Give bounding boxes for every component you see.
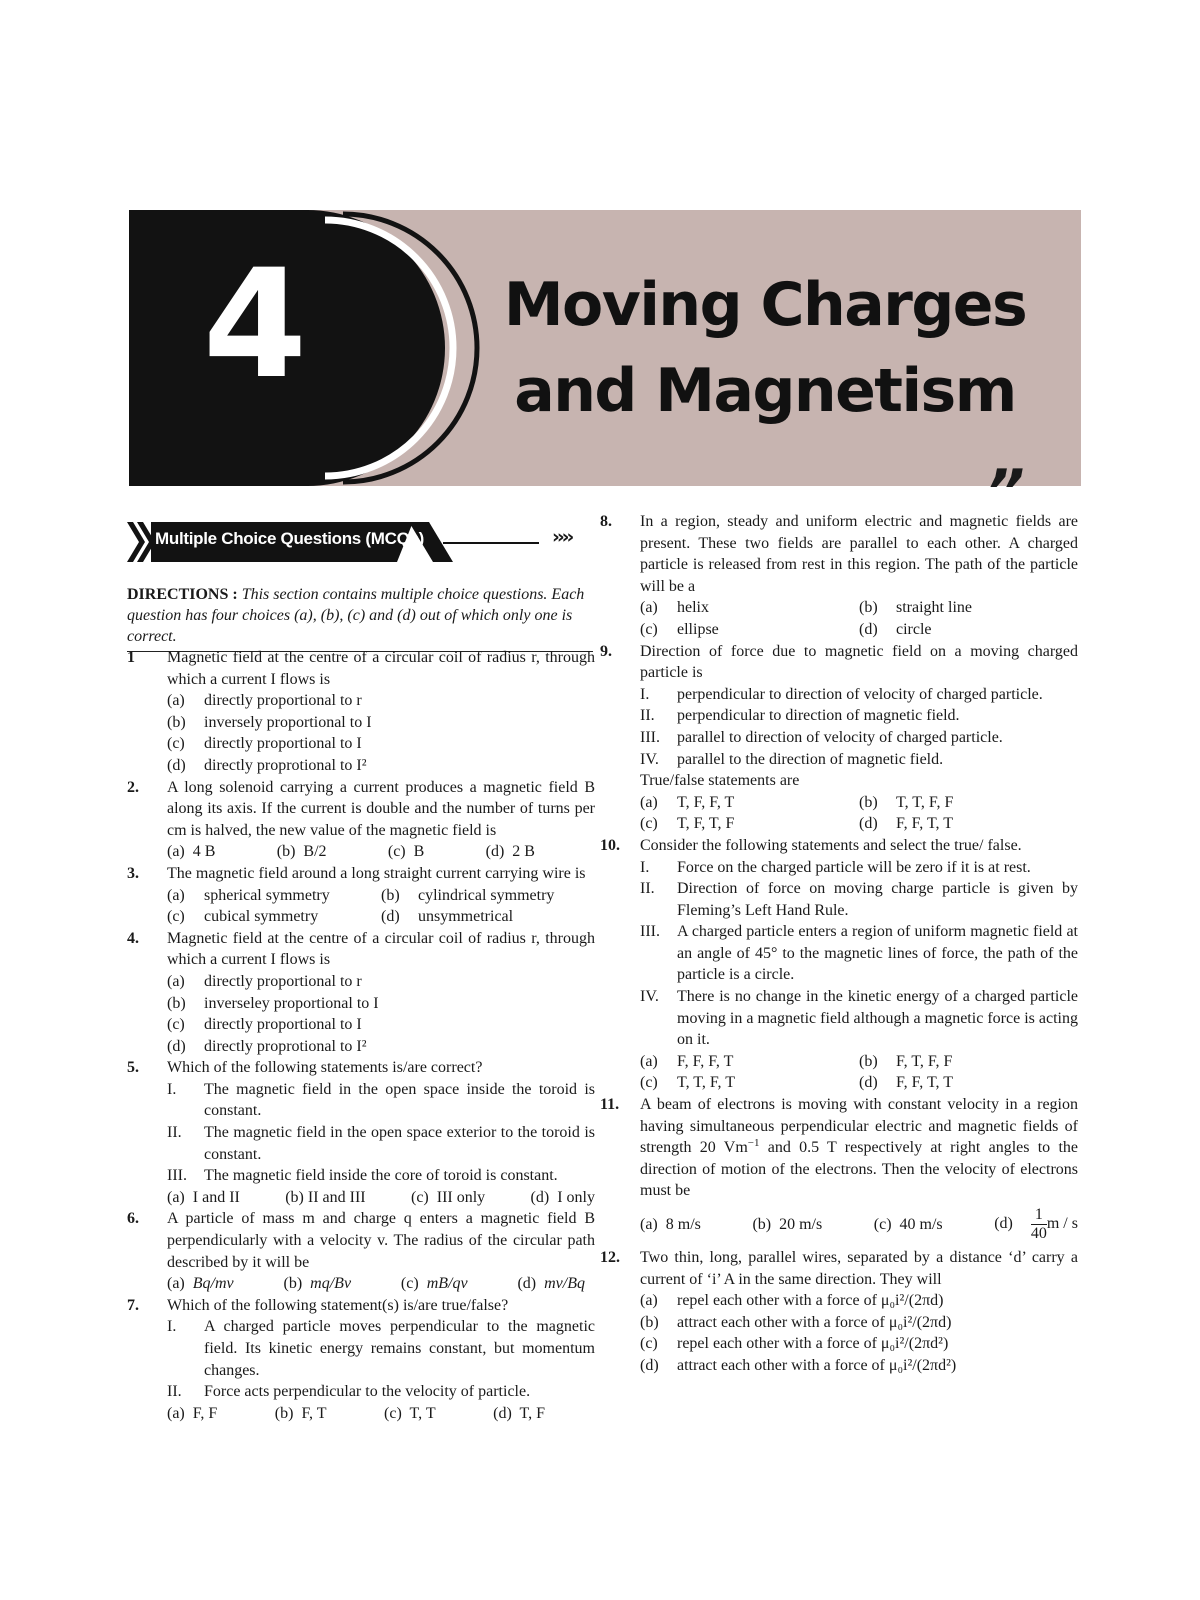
option-a: (a) T, F, F, T bbox=[640, 793, 735, 811]
statement-1: I. A charged particle moves perpendicular to the magnetic field. Its kinetic energy remains constant, but momentum changes. bbox=[167, 1318, 595, 1379]
option-b: (b) inverseley proportional to I bbox=[167, 994, 379, 1012]
left-column bbox=[127, 647, 595, 1424]
option-c: (c) directly proportional to I bbox=[167, 735, 362, 753]
question-text: A particle of mass m and charge q enters a magnetic field B perpendicularly with a velocity v. The radius of the circular path described by it will be bbox=[167, 1210, 595, 1271]
option-a: (a) repel each other with a force of μ₀i²/(2πd) bbox=[640, 1292, 944, 1310]
question-text: Which of the following statements is/are correct? bbox=[167, 1059, 483, 1077]
question-10 bbox=[600, 835, 1078, 1094]
statement-2: II. perpendicular to direction of magnetic field. bbox=[640, 707, 960, 725]
option-a: (a) F, F bbox=[167, 1404, 218, 1422]
question-text: Two thin, long, parallel wires, separated by a distance ‘d’ carry a current of ‘i’ A in the same direction. They will bbox=[640, 1249, 1078, 1288]
options-row bbox=[167, 1403, 595, 1425]
question-12 bbox=[600, 1247, 1078, 1377]
option-c: (c) B bbox=[387, 843, 425, 861]
question-2 bbox=[127, 777, 595, 863]
question-text: Direction of force due to magnetic field on a moving charged particle is bbox=[640, 642, 1078, 682]
option-d: (d) F, F, T, T bbox=[859, 815, 954, 833]
quote-mark-icon: ” bbox=[986, 457, 1025, 527]
options-row bbox=[167, 841, 595, 863]
statement-1: I. Force on the charged particle will be zero if it is at rest. bbox=[640, 858, 1031, 876]
question-4 bbox=[127, 928, 595, 1058]
question-6 bbox=[127, 1208, 595, 1294]
option-d: (d) directly proprotional to I² bbox=[167, 756, 367, 774]
statement-2: II. Force acts perpendicular to the velocity of particle. bbox=[167, 1383, 531, 1401]
option-c: (c) cubical symmetry bbox=[167, 908, 319, 926]
question-text: The magnetic field around a long straight current carrying wire is bbox=[167, 864, 586, 882]
statement-1: I. The magnetic field in the open space inside the toroid is constant. bbox=[167, 1080, 595, 1120]
option-a: (a) 4 B bbox=[167, 843, 216, 861]
chapter-title-line-2: and Magnetism bbox=[514, 356, 1016, 426]
question-text: A beam of electrons is moving with constant velocity in a region having simultaneous perpendicular electric and magnetic fields of strength 20 $Vm^{-1}$ and 0.5 T respectively at right angles to the direction of motion of the electrons. Then the velocity of electrons must be bbox=[640, 1096, 1078, 1200]
question-tail: True/false statements are bbox=[640, 772, 800, 790]
option-b: (b) 20 m/s bbox=[752, 1215, 823, 1233]
question-5 bbox=[127, 1057, 595, 1208]
question-number: 1 bbox=[127, 649, 135, 666]
statement-4: IV. parallel to the direction of magnetic field. bbox=[640, 750, 944, 768]
option-b: (b) cylindrical symmetry bbox=[381, 886, 555, 904]
question-number: 7. bbox=[127, 1296, 139, 1314]
fraction: $\frac{1}{40}$ bbox=[1030, 1206, 1047, 1242]
option-b: (b) straight line bbox=[859, 599, 972, 617]
options-row bbox=[167, 1187, 595, 1209]
statement-2: II. Direction of force on moving charge particle is given by Fleming’s Left Hand Rule. bbox=[640, 880, 1078, 919]
option-c: (c) T, T bbox=[384, 1404, 436, 1422]
option-d: (d) mv/Bq bbox=[517, 1275, 585, 1293]
question-3 bbox=[127, 863, 595, 928]
chapter-title bbox=[470, 262, 1060, 434]
option-a: (a) F, F, F, T bbox=[640, 1052, 734, 1070]
statement-3: III. The magnetic field inside the core of toroid is constant. bbox=[167, 1167, 558, 1185]
question-number: 3. bbox=[127, 864, 139, 882]
option-a: (a) Bq/mv bbox=[167, 1275, 234, 1293]
statement-2: II. The magnetic field in the open space exterior to the toroid is constant. bbox=[167, 1124, 595, 1163]
option-d: (d) $\frac{1}{40}$ m / s bbox=[994, 1206, 1078, 1242]
chevron-right-icon: ›››› bbox=[552, 526, 572, 548]
option-d: (d) unsymmetrical bbox=[381, 908, 514, 926]
statement-1: I. perpendicular to direction of velocity of charged particle. bbox=[640, 685, 1043, 703]
option-c: (c) ellipse bbox=[640, 620, 719, 638]
question-text: Magnetic field at the centre of a circular coil of radius r, through which a current I flows is bbox=[167, 929, 595, 969]
option-c: (c) T, T, F, T bbox=[640, 1074, 735, 1092]
question-1 bbox=[127, 647, 595, 777]
statement-4: IV. There is no change in the kinetic energy of a charged particle moving in a magnetic field although a magnetic force is acting on it. bbox=[640, 988, 1078, 1049]
question-9 bbox=[600, 641, 1078, 835]
question-number: 6. bbox=[127, 1210, 139, 1228]
question-8 bbox=[600, 511, 1078, 641]
option-b: (b) B/2 bbox=[276, 843, 327, 861]
question-number: 12. bbox=[600, 1249, 620, 1266]
option-b: (b) F, T, F, F bbox=[859, 1052, 953, 1070]
options-row bbox=[167, 1273, 595, 1295]
option-b: (b) attract each other with a force of μ₀i²/(2πd) bbox=[640, 1313, 952, 1331]
question-text: Magnetic field at the centre of a circular coil of radius r, through which a current I flows is bbox=[167, 649, 595, 688]
question-number: 5. bbox=[127, 1059, 139, 1077]
option-a: (a) directly proportional to r bbox=[167, 692, 362, 710]
option-c: (c) T, F, T, F bbox=[640, 815, 735, 833]
option-a: (a) helix bbox=[640, 599, 709, 617]
mcq-tag-label: Multiple Choice Questions (MCQs) bbox=[155, 529, 425, 548]
option-c: (c) mB/qv bbox=[400, 1275, 468, 1293]
option-c: (c) repel each other with a force of μ₀i²/(2πd²) bbox=[640, 1335, 949, 1353]
question-number: 10. bbox=[600, 836, 620, 854]
question-text: A long solenoid carrying a current produces a magnetic field B along its axis. If the current is double and the number of turns per cm is halved, the new value of the magnetic field is bbox=[167, 778, 595, 839]
chapter-title-line-1: Moving Charges bbox=[503, 270, 1027, 340]
option-c: (c) directly proportional to I bbox=[167, 1016, 362, 1034]
option-a: (a) spherical symmetry bbox=[167, 886, 330, 904]
option-d: (d) T, F bbox=[493, 1404, 545, 1422]
option-c: (c) 40 m/s bbox=[873, 1215, 943, 1233]
question-number: 4. bbox=[127, 929, 139, 947]
option-c: (c) III only bbox=[410, 1188, 486, 1206]
directions-label: DIRECTIONS : bbox=[127, 586, 238, 603]
question-11 bbox=[600, 1094, 1078, 1243]
question-7 bbox=[127, 1295, 595, 1425]
question-number: 8. bbox=[600, 513, 612, 530]
statement-3: III. A charged particle enters a region of uniform magnetic field at an angle of 45° to the magnetic lines of force, the path of the particle is a circle. bbox=[640, 923, 1078, 984]
options-row bbox=[640, 1206, 1078, 1243]
right-column bbox=[600, 511, 1078, 1377]
option-d: (d) 2 B bbox=[485, 843, 535, 861]
statement-3: III. parallel to direction of velocity of charged particle. bbox=[640, 728, 1003, 746]
directions-text: This section contains multiple choice questions. Each question has four choices (a), (b), (c) and (d) out of which only one is correct. bbox=[127, 586, 585, 645]
question-text: Which of the following statement(s) is/are true/false? bbox=[167, 1296, 509, 1314]
option-b: (b) mq/Bv bbox=[283, 1275, 352, 1293]
option-d: (d) attract each other with a force of μ₀i²/(2πd²) bbox=[640, 1356, 957, 1374]
directions-block bbox=[127, 584, 593, 652]
question-number: 11. bbox=[600, 1096, 620, 1114]
chapter-number: 4 bbox=[202, 238, 308, 412]
option-d: (d) I only bbox=[530, 1188, 595, 1206]
option-a: (a) directly proportional to r bbox=[167, 972, 362, 990]
question-text: Consider the following statements and select the true/ false. bbox=[640, 836, 1022, 854]
question-number: 9. bbox=[600, 642, 612, 660]
option-d: (d) circle bbox=[859, 620, 932, 638]
option-b: (b) T, T, F, F bbox=[859, 793, 954, 811]
mcq-section-tag bbox=[127, 518, 607, 566]
option-a: (a) 8 m/s bbox=[640, 1215, 701, 1233]
option-b: (b) inversely proportional to I bbox=[167, 713, 372, 731]
option-b: (b) II and III bbox=[285, 1188, 366, 1206]
option-a: (a) I and II bbox=[167, 1188, 240, 1206]
option-b: (b) F, T bbox=[274, 1404, 327, 1422]
question-text: In a region, steady and uniform electric and magnetic fields are present. These two fields are parallel to each other. A charged particle is released from rest in this region. The path of the particle will be a bbox=[640, 513, 1078, 595]
option-d: (d) F, F, T, T bbox=[859, 1074, 954, 1092]
option-d: (d) directly proprotional to I² bbox=[167, 1037, 367, 1055]
question-number: 2. bbox=[127, 778, 139, 796]
